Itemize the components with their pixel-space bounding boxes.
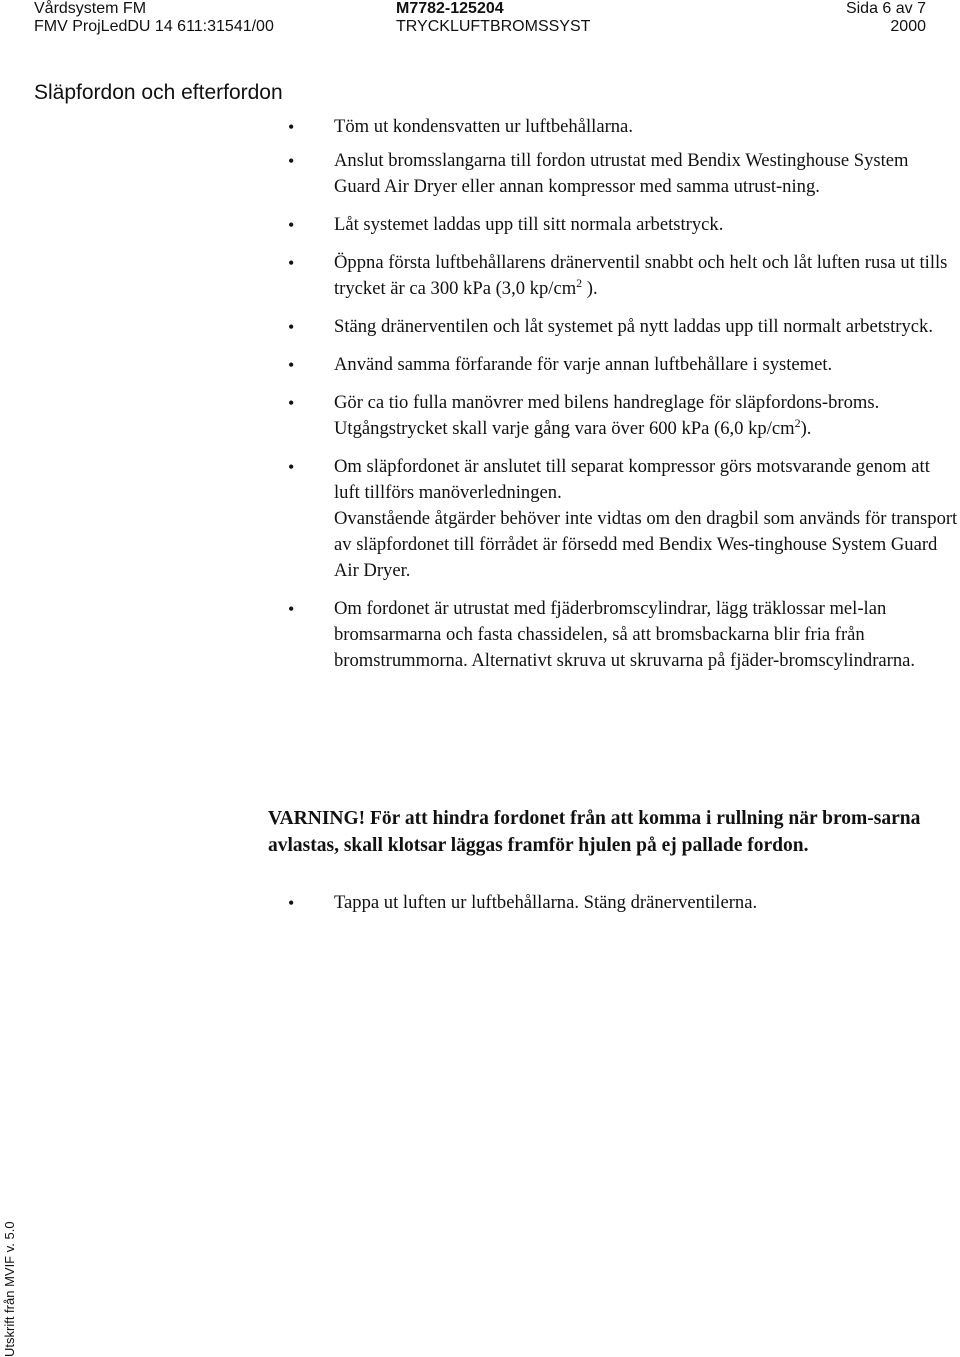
list-item-text: Använd samma förfarande för varje annan luftbehållare i systemet. — [334, 354, 833, 375]
bullet-icon: • — [288, 151, 295, 171]
list-item-text: Gör ca tio fulla manövrer med bilens handreglage för släpfordons-broms. Utgångstrycket skall varje gång vara över 600 kPa (6,0 $kp/cm^2$). — [334, 392, 880, 439]
bullet-icon: • — [288, 599, 295, 619]
page-header — [0, 0, 960, 40]
list-item — [288, 352, 958, 378]
list-item — [288, 454, 958, 584]
bullet-icon: • — [288, 253, 295, 273]
print-source-label: Utskrift från MVIF v. 5.0 — [2, 1221, 17, 1357]
list-item — [288, 148, 958, 200]
bullet-icon: • — [288, 317, 295, 337]
list-item-text: Töm ut kondensvatten ur luftbehållarna. — [334, 116, 633, 137]
list-item — [288, 114, 958, 140]
final-instruction-list — [0, 890, 960, 916]
section-title: Släpfordon och efterfordon — [34, 81, 283, 104]
list-item-text: Om släpfordonet är anslutet till separat kompressor görs motsvarande genom att luft tillförs manöverledningen. — [334, 456, 930, 503]
list-item-text: Stäng dränerventilen och låt systemet på nytt laddas upp till normalt arbetstryck. — [334, 316, 933, 337]
header-document-title: TRYCKLUFTBROMSSYST — [396, 18, 591, 35]
bullet-icon: • — [288, 457, 295, 477]
header-project-ref: FMV ProjLedDU 14 611:31541/00 — [34, 18, 274, 35]
list-item — [288, 596, 958, 674]
bullet-icon: • — [288, 893, 295, 913]
list-item-text: Öppna första luftbehållarens dränerventil snabbt och helt och låt luften rusa ut tills trycket är ca 300 kPa (3,0 $kp/cm^2$ ). — [334, 252, 948, 299]
list-item-text: Tappa ut luften ur luftbehållarna. Stäng dränerventilerna. — [334, 892, 758, 913]
list-item — [288, 390, 958, 442]
list-item-text: Om fordonet är utrustat med fjäderbromscylindrar, lägg träklossar mel-lan bromsarmarna och fasta chassidelen, så att bromsbackarna blir fria från bromstrummorna. Alternativt skruva ut skruvarna på fjäder-bromscylindrarna. — [334, 598, 916, 671]
list-item — [288, 250, 958, 302]
bullet-icon: • — [288, 117, 295, 137]
header-page-number: Sida 6 av 7 — [845, 0, 926, 17]
header-document-number: M7782-125204 — [396, 0, 504, 17]
list-item — [288, 890, 958, 916]
bullet-icon: • — [288, 355, 295, 375]
list-item-text: Låt systemet laddas upp till sitt normala arbetstryck. — [334, 214, 724, 235]
instruction-list — [0, 114, 960, 674]
header-system-name: Vårdsystem FM — [34, 0, 147, 17]
bullet-icon: • — [288, 215, 295, 235]
bullet-icon: • — [288, 393, 295, 413]
list-item-text: Anslut bromsslangarna till fordon utrustat med Bendix Westinghouse System Guard Air Dryer eller annan kompressor med samma utrust-ning. — [334, 150, 909, 197]
list-item-note: Ovanstående åtgärder behöver inte vidtas om den dragbil som används för transport av släpfordonet till förrådet är försedd med Bendix Wes-tinghouse System Guard Air Dryer. — [334, 508, 958, 581]
header-year: 2000 — [890, 18, 926, 35]
warning-notice: VARNING! För att hindra fordonet från att komma i rullning när brom-sarna avlastas, skall klotsar läggas framför hjulen på ej pallade fordon. — [268, 808, 921, 856]
list-item — [288, 212, 958, 238]
list-item — [288, 314, 958, 340]
